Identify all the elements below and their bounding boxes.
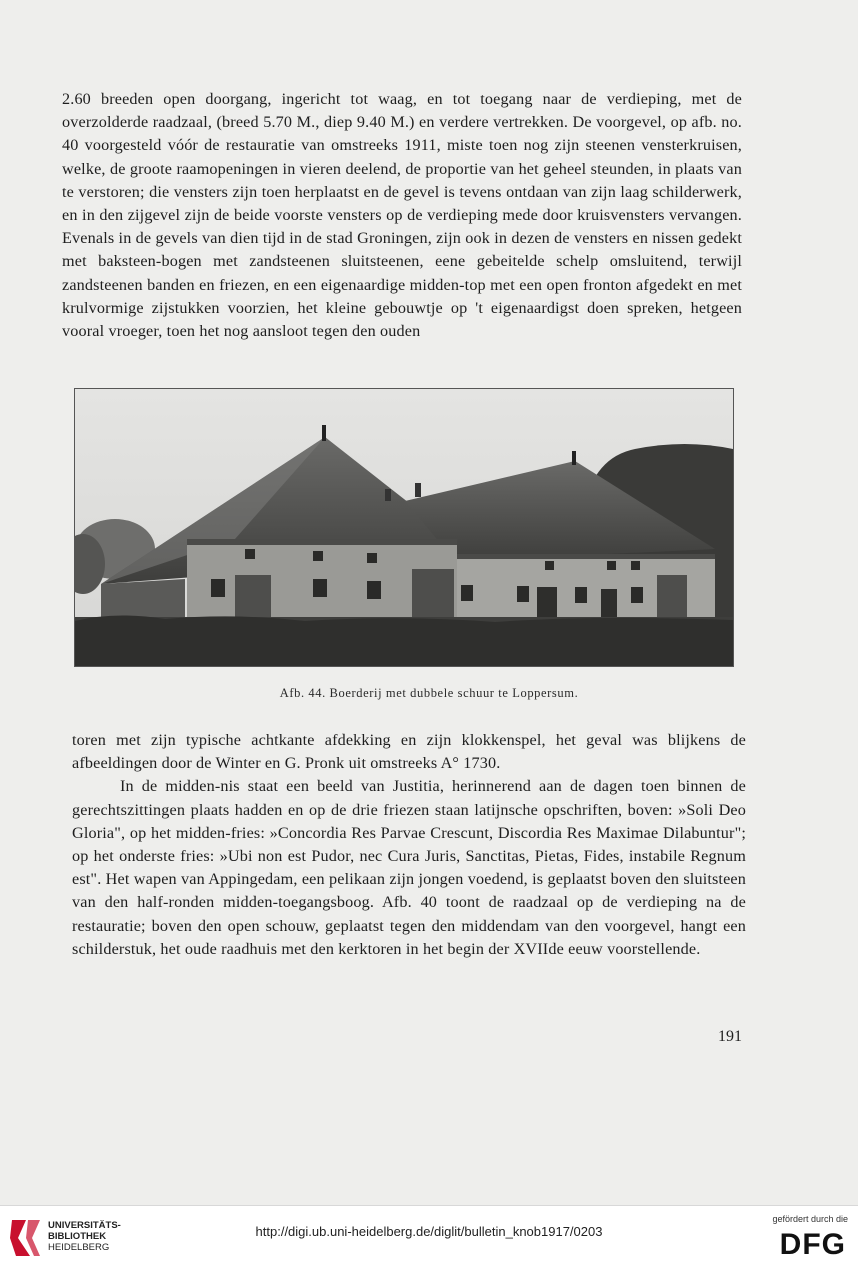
university-library-name: UNIVERSITÄTS- BIBLIOTHEK HEIDELBERG [48, 1220, 121, 1253]
digitization-footer [0, 1205, 858, 1267]
body-paragraph-3: In de midden-nis staat een beeld van Justitia, herinnerend aan de dagen toen binnen de gerechtszittingen plaats hadden en op de drie friezen staan latijnsche opschriften, boven: »Soli Deo Gloria", op het midden-fries: »Concordia Res Parvae Crescunt, Discordia Res Maximae Dilabuntur"; op het onderste fries: »Ubi non est Pudor, nec Cura Juris, Sanctitas, Pietas, Fides, instabile Regnum est". Het wapen van Appingedam, een pelikaan zijn jongen voedend, is geplaatst boven den sluitsteen van den half-ronden midden-toegangsboog. Afb. 40 toont de raadzaal op de verdieping na de restauratie; boven den open schouw, geplaatst tegen den middendam van den voorgevel, hangt een schilderstuk, het oude raadhuis met den kerktoren in het begin der XVIIde eeuw voorstellende. [72, 777, 746, 958]
figure-caption: Afb. 44. Boerderij met dubbele schuur te Loppersum. [279, 686, 579, 700]
page-number: 191 [718, 1028, 742, 1045]
dfg-logo: DFG [779, 1228, 846, 1261]
funding-note: gefördert durch die [772, 1214, 848, 1224]
farmhouse-photograph [74, 388, 734, 667]
source-url-link[interactable]: http://digi.ub.uni-heidelberg.de/diglit/bulletin_knob1917/0203 [255, 1224, 603, 1239]
body-paragraph-2 [72, 729, 746, 961]
body-paragraph-1: 2.60 breeden open doorgang, ingericht tot waag, en tot toegang naar de verdieping, met de overzolderde raadzaal, (breed 5.70 M., diep 9.40 M.) en verdere vertrekken. De voorgevel, op afb. no. 40 voorgesteld vóór de restauratie van omstreeks 1911, miste toen nog zijn steenen vensterkruisen, welke, de groote raamopeningen in vieren deelend, de proportie van het geheel steunden, in plaats van te verstoren; die vensters zijn toen herplaatst en de gevel is tevens ontdaan van zijn laag schilderwerk, en in den zijgevel zijn de beide voorste vensters op de verdieping mede door kruisvensters vervangen. Evenals in de gevels van dien tijd in de stad Groningen, zijn ook in dezen de vensters en nissen gedekt met baksteen-bogen met zandsteenen sluitsteenen, eene gebeitelde schelp omsluitend, terwijl zandsteenen banden en friezen, en een eigenaardige midden-top met een open fronton afgedekt en met krulvormige zijstukken voorzien, het kleine gebouwtje op 't eigenaardigst doen spreken, hetgeen vooral vroeger, toen het nog aansloot tegen den ouden [62, 90, 742, 341]
body-paragraph-2-continuation: toren met zijn typische achtkante afdekking en zijn klokkenspel, het geval was blijkens de afbeeldingen door de Winter en G. Pronk uit omstreeks A° 1730. [72, 731, 746, 773]
